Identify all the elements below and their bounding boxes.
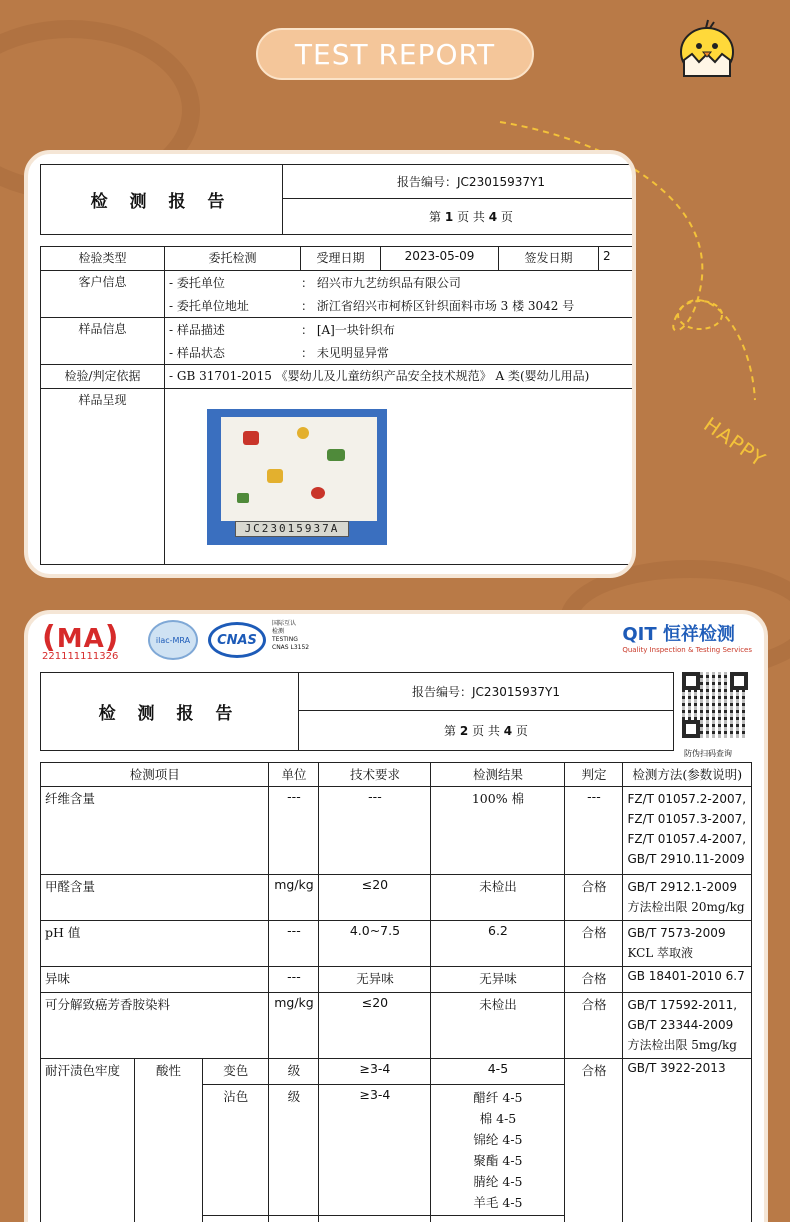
page-mid: 页 共 bbox=[457, 210, 485, 224]
method-line: GB/T 23344-2009 bbox=[627, 1018, 734, 1032]
unit-cell: --- bbox=[269, 921, 319, 967]
table-row bbox=[41, 967, 752, 993]
result-cell: 6.2 bbox=[431, 921, 565, 967]
report-header-table bbox=[40, 672, 674, 751]
test-results-table bbox=[40, 762, 752, 1222]
table-row bbox=[41, 1059, 752, 1085]
page-post: 页 bbox=[515, 724, 528, 738]
result-cell: 100% 棉 bbox=[431, 787, 565, 875]
method-line: FZ/T 01057.2-2007, bbox=[627, 792, 747, 806]
judgement-cell: --- bbox=[565, 787, 623, 875]
col-header-unit: 单位 bbox=[269, 763, 319, 787]
requirement-cell: 4.0~7.5 bbox=[319, 921, 431, 967]
client-address-key: - 委托单位地址 bbox=[169, 298, 249, 313]
item-cell: pH 值 bbox=[41, 921, 269, 967]
method-line: 方法检出限 20mg/kg bbox=[627, 900, 745, 914]
cma-number: 221111111326 bbox=[42, 651, 119, 662]
page-current: 2 bbox=[459, 724, 469, 738]
col-header-judgement: 判定 bbox=[565, 763, 623, 787]
report-title: 检 测 报 告 bbox=[41, 165, 283, 235]
method-line: KCL 萃取液 bbox=[627, 946, 694, 960]
ilac-mra-logo: ilac-MRA bbox=[148, 620, 198, 660]
happy-text: HAPPY bbox=[699, 412, 771, 472]
method-cell: GB/T 3922-2013 bbox=[623, 1059, 752, 1222]
empty-cell bbox=[319, 1216, 431, 1222]
received-date-value: 2023-05-09 bbox=[381, 247, 499, 271]
item-cell: 耐汗渍色牢度 bbox=[41, 1059, 135, 1222]
method-line: FZ/T 01057.3-2007, bbox=[627, 812, 747, 826]
judgement-cell: 合格 bbox=[565, 993, 623, 1059]
page-total: 4 bbox=[503, 724, 513, 738]
requirement-cell: ≥3-4 bbox=[319, 1085, 431, 1216]
chick-mascot-icon bbox=[672, 14, 742, 84]
report-page-2-card bbox=[24, 610, 768, 1222]
report-number bbox=[299, 673, 674, 711]
inspection-type-value: 委托检测 bbox=[165, 247, 301, 271]
result-cell bbox=[431, 1085, 565, 1216]
sub-sub-item-cell: 变色 bbox=[203, 1059, 269, 1085]
client-info-cell bbox=[165, 271, 637, 318]
sub-sub-item-cell: 沾色 bbox=[203, 1085, 269, 1216]
unit-cell: --- bbox=[269, 787, 319, 875]
unit-cell: 级 bbox=[269, 1059, 319, 1085]
table-row bbox=[41, 921, 752, 967]
sample-state-key: - 样品状态 bbox=[169, 345, 225, 360]
report-page-1-card bbox=[24, 150, 636, 578]
sample-info-table bbox=[40, 246, 636, 565]
result-cell: 未检出 bbox=[431, 875, 565, 921]
item-cell: 纤维含量 bbox=[41, 787, 269, 875]
col-header-requirement: 技术要求 bbox=[319, 763, 431, 787]
report-number-value: JC23015937Y1 bbox=[472, 685, 560, 699]
table-row bbox=[41, 993, 752, 1059]
empty-cell bbox=[269, 1216, 319, 1222]
report-number-label: 报告编号： bbox=[397, 175, 458, 189]
method-line: 方法检出限 5mg/kg bbox=[627, 1038, 737, 1052]
report-number-value: JC23015937Y1 bbox=[457, 175, 545, 189]
unit-cell: 级 bbox=[269, 1085, 319, 1216]
basis-label: 检验/判定依据 bbox=[41, 365, 165, 389]
page-indicator bbox=[283, 199, 637, 235]
empty-cell bbox=[203, 1216, 269, 1222]
judgement-cell: 合格 bbox=[565, 1059, 623, 1222]
stain-result: 羊毛 4-5 bbox=[473, 1195, 523, 1210]
unit-cell: --- bbox=[269, 967, 319, 993]
stain-result: 腈纶 4-5 bbox=[473, 1174, 523, 1189]
client-info-label: 客户信息 bbox=[41, 271, 165, 318]
item-cell: 可分解致癌芳香胺染料 bbox=[41, 993, 269, 1059]
sample-desc-value: ： [A]一块针织布 bbox=[301, 322, 395, 337]
inspection-type-label: 检验类型 bbox=[41, 247, 165, 271]
sample-photo-cell bbox=[165, 389, 637, 565]
method-line: FZ/T 01057.4-2007, bbox=[627, 832, 747, 846]
test-report-badge: TEST REPORT bbox=[256, 28, 534, 80]
method-line: GB/T 7573-2009 bbox=[627, 926, 726, 940]
certification-logo-row bbox=[38, 618, 768, 668]
requirement-cell: 无异味 bbox=[319, 967, 431, 993]
page-pre: 第 bbox=[429, 210, 442, 224]
qr-code[interactable] bbox=[682, 672, 748, 738]
sample-photo-label: 样品呈现 bbox=[41, 389, 165, 565]
result-cell: 无异味 bbox=[431, 967, 565, 993]
report-number-label: 报告编号： bbox=[412, 685, 473, 699]
stain-result: 锦纶 4-5 bbox=[473, 1132, 523, 1147]
judgement-cell: 合格 bbox=[565, 875, 623, 921]
sample-tag: JC23015937A bbox=[235, 521, 349, 537]
method-line: GB/T 2910.11-2009 bbox=[627, 852, 745, 866]
sub-item-cell: 酸性 bbox=[135, 1059, 203, 1222]
col-header-item: 检测项目 bbox=[41, 763, 269, 787]
requirement-cell: --- bbox=[319, 787, 431, 875]
unit-cell: mg/kg bbox=[269, 993, 319, 1059]
qr-caption: 防伪扫码查询 bbox=[684, 749, 732, 758]
method-cell: GB 18401-2010 6.7 bbox=[623, 967, 752, 993]
col-header-method: 检测方法(参数说明) bbox=[623, 763, 752, 787]
cnas-small-line: 国际互认 bbox=[272, 620, 297, 627]
sample-state-value: ： 未见明显异常 bbox=[301, 345, 389, 360]
report-number bbox=[283, 165, 637, 199]
qit-logo-text: QIT 恒祥检测 bbox=[622, 624, 735, 645]
sample-info-label: 样品信息 bbox=[41, 318, 165, 365]
page-pre: 第 bbox=[444, 724, 457, 738]
issue-date-value: 2 bbox=[599, 247, 637, 271]
method-cell bbox=[623, 787, 752, 875]
result-cell: 4-5 bbox=[431, 1059, 565, 1085]
method-cell bbox=[623, 921, 752, 967]
result-cell: 未检出 bbox=[431, 993, 565, 1059]
cnas-small-line: TESTING bbox=[272, 636, 298, 643]
received-date-label: 受理日期 bbox=[301, 247, 381, 271]
stain-result: 醋纤 4-5 bbox=[473, 1090, 523, 1105]
page-current: 1 bbox=[444, 210, 454, 224]
client-unit-value: ： 绍兴市九艺纺织品有限公司 bbox=[301, 275, 461, 290]
requirement-cell: ≥3-4 bbox=[319, 1059, 431, 1085]
qit-tagline: Quality Inspection & Testing Services bbox=[622, 646, 752, 654]
issue-date-label: 签发日期 bbox=[499, 247, 599, 271]
sample-info-cell bbox=[165, 318, 637, 365]
page-mid: 页 共 bbox=[472, 724, 500, 738]
report-header-table bbox=[40, 164, 636, 235]
client-unit-key: - 委托单位 bbox=[169, 275, 225, 290]
judgement-cell: 合格 bbox=[565, 967, 623, 993]
page-indicator bbox=[299, 711, 674, 751]
report-title: 检 测 报 告 bbox=[41, 673, 299, 751]
qit-logo bbox=[622, 620, 752, 654]
method-line: GB/T 17592-2011, bbox=[627, 998, 738, 1012]
empty-cell bbox=[431, 1216, 565, 1222]
table-row bbox=[41, 875, 752, 921]
page-post: 页 bbox=[500, 210, 513, 224]
cnas-small-line: 检测 bbox=[272, 628, 285, 635]
table-row bbox=[41, 787, 752, 875]
cnas-small-line: CNAS L3152 bbox=[272, 644, 310, 651]
basis-value: - GB 31701-2015 《婴幼儿及儿童纺织产品安全技术规范》 A 类(婴幼儿用品) bbox=[165, 365, 637, 389]
client-address-value: ： 浙江省绍兴市柯桥区针织面料市场 3 楼 3042 号 bbox=[301, 298, 575, 313]
sample-photo bbox=[207, 409, 387, 545]
stain-result: 聚酯 4-5 bbox=[473, 1153, 523, 1168]
cnas-small-text bbox=[272, 620, 309, 652]
judgement-cell: 合格 bbox=[565, 921, 623, 967]
col-header-result: 检测结果 bbox=[431, 763, 565, 787]
item-cell: 异味 bbox=[41, 967, 269, 993]
method-cell bbox=[623, 993, 752, 1059]
requirement-cell: ≤20 bbox=[319, 875, 431, 921]
item-cell: 甲醛含量 bbox=[41, 875, 269, 921]
unit-cell: mg/kg bbox=[269, 875, 319, 921]
stain-result: 棉 4-5 bbox=[479, 1111, 517, 1126]
sample-desc-key: - 样品描述 bbox=[169, 322, 225, 337]
cma-logo-text: MA bbox=[56, 624, 105, 654]
method-line: GB/T 2912.1-2009 bbox=[627, 880, 738, 894]
requirement-cell: ≤20 bbox=[319, 993, 431, 1059]
page-total: 4 bbox=[488, 210, 498, 224]
cnas-logo: CNAS bbox=[208, 622, 266, 658]
cma-logo: (MA) 221111111326 bbox=[42, 620, 120, 662]
method-cell bbox=[623, 875, 752, 921]
